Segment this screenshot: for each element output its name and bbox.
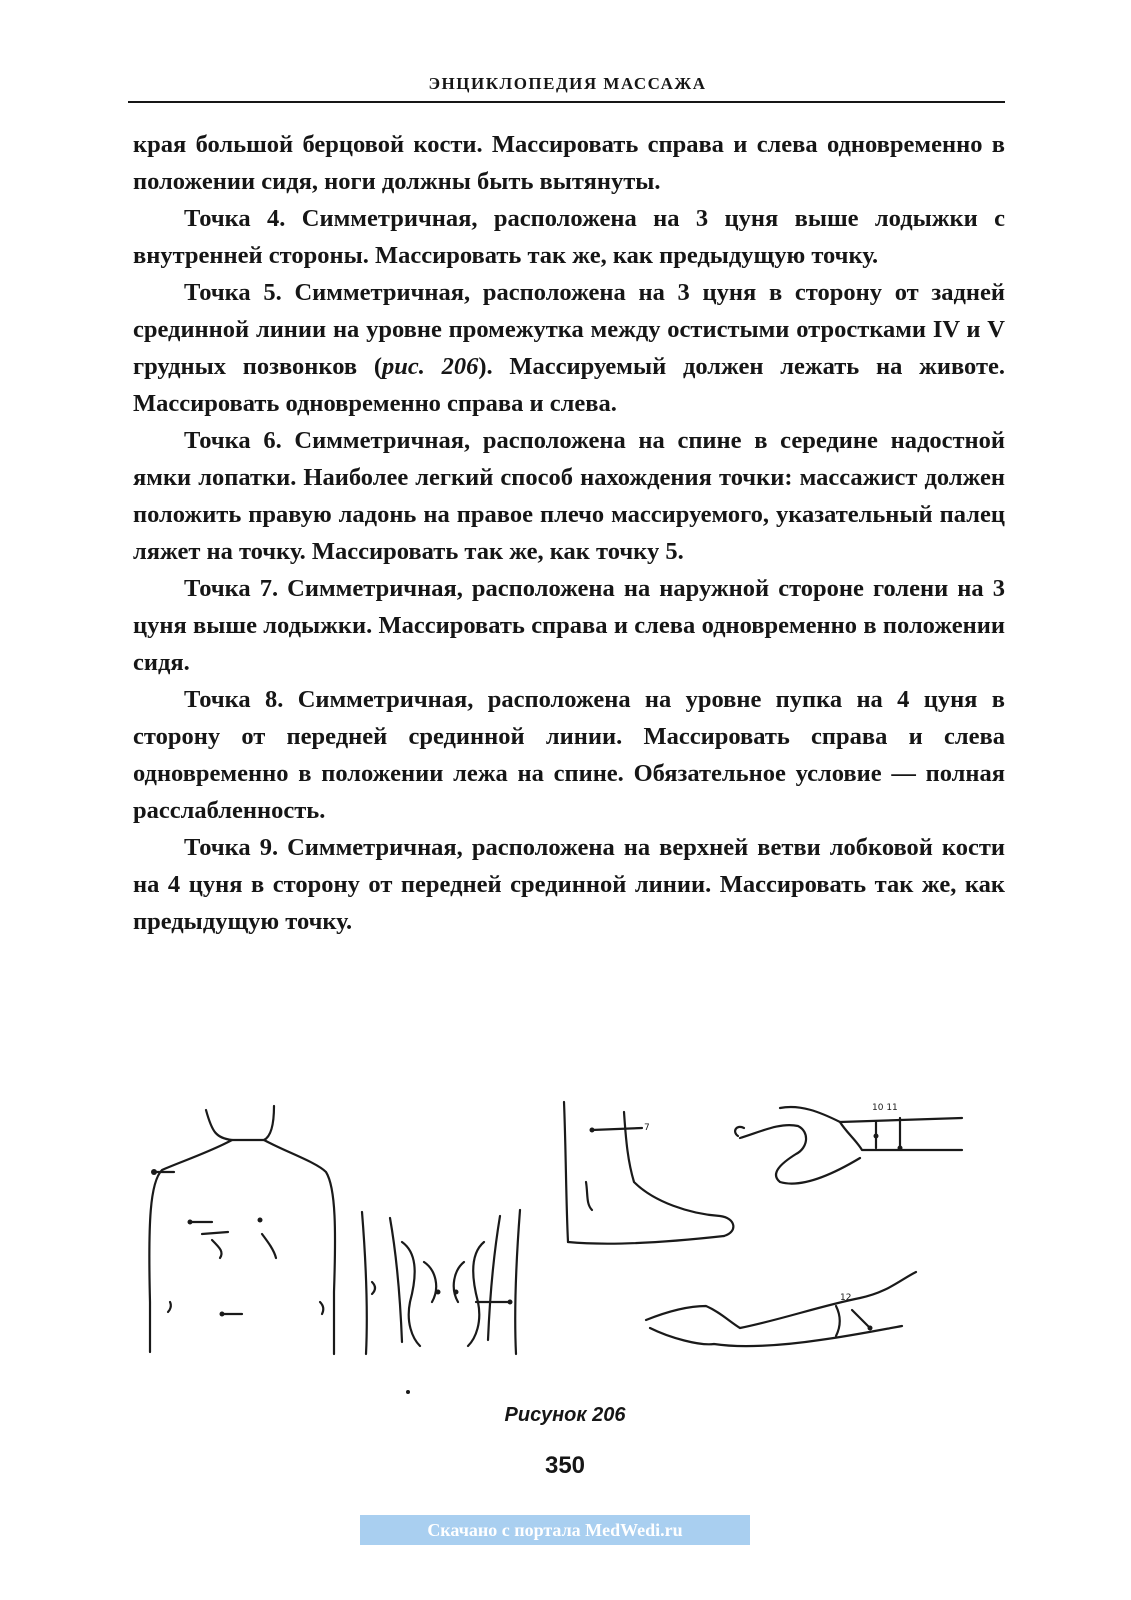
foot-illustration: [564, 1102, 733, 1244]
paragraph-point-8: Точка 8. Симметричная, расположена на уровне пупка на 4 цуня в сторону от передней срединной линии. Массировать справа и слева одновременно в положении лежа на спине. Обязательное условие — полная расслабленность.: [133, 686, 1005, 824]
abdomen-illustration: [362, 1210, 520, 1394]
paragraph-point-5: [133, 274, 1005, 422]
paragraph-point-7: Точка 7. Симметричная, расположена на наружной стороне голени на 3 цуня выше лодыжки. Массировать справа и слева одновременно в положении сидя.: [133, 575, 1005, 676]
header-divider: [128, 101, 1005, 103]
paragraph-point-5-tail: ). Массируемый должен лежать на животе. Массировать одновременно справа и слева.: [133, 353, 1005, 417]
back-illustration: [149, 1106, 335, 1354]
paragraph-point-9: Точка 9. Симметричная, расположена на верхней ветви лобковой кости на 4 цуня в сторону от передней срединной линии. Массировать так же, как предыдущую точку.: [133, 834, 1005, 935]
figure-reference: рис. 206: [381, 353, 479, 380]
paragraph-continuation: края большой берцовой кости. Массировать справа и слева одновременно в положении сидя, ноги должны быть вытянуты.: [133, 131, 1005, 195]
figure-caption: Рисунок 206: [504, 1404, 626, 1426]
paragraph-point-4: Точка 4. Симметричная, расположена на 3 цуня выше лодыжки с внутренней стороны. Массировать так же, как предыдущую точку.: [133, 205, 1005, 269]
running-head: ЭНЦИКЛОПЕДИЯ МАССАЖА: [428, 74, 707, 93]
paragraph-point-5-text: Точка 5. Симметричная, расположена на 3 цуня в сторону от задней срединной линии на уровне промежутка между остистыми отростками IV и V грудных позвонков (: [133, 279, 1005, 380]
forearm-illustration: [646, 1272, 916, 1346]
page-number: 350: [544, 1452, 586, 1479]
figure-206: [140, 1092, 1000, 1402]
watermark-banner: Скачано с портала MedWedi.ru: [360, 1515, 750, 1545]
body-text: [133, 126, 1005, 940]
arm-point-label: 12: [840, 1293, 852, 1303]
paragraph-point-6: Точка 6. Симметричная, расположена на спине в середине надостной ямки лопатки. Наиболее легкий способ нахождения точки: массажист должен положить правую ладонь на правое плечо массируемого, указательный палец ляжет на точку. Массировать так же, как точку 5.: [133, 427, 1005, 565]
foot-point-label: 7: [644, 1123, 650, 1133]
figure-drawing: [140, 1092, 1000, 1402]
hand-points-label: 10 11: [872, 1103, 898, 1113]
hand-illustration: [735, 1103, 962, 1184]
